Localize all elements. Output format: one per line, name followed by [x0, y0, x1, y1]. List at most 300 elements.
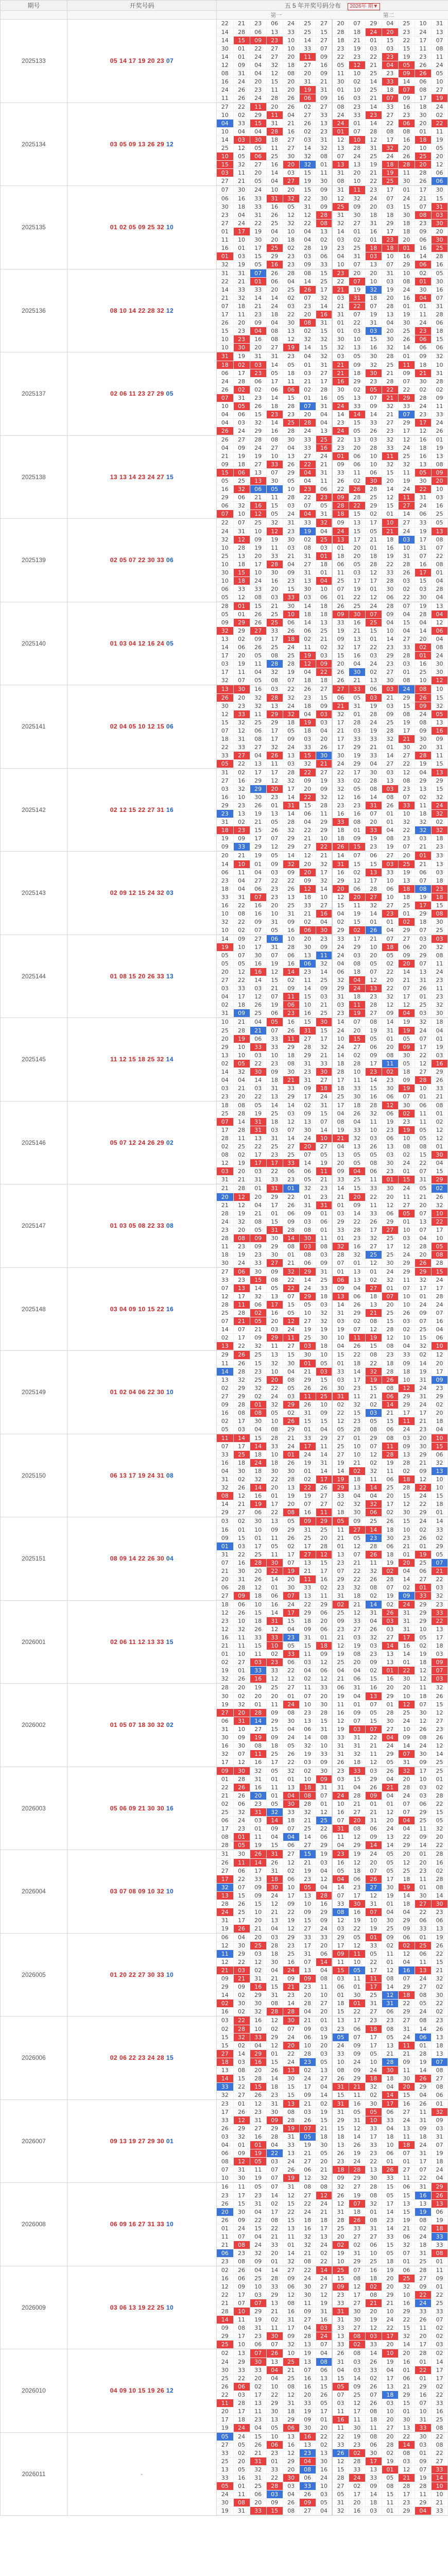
- grid-number: 30: [316, 194, 332, 202]
- grid-number: 03: [382, 785, 398, 793]
- grid-number: 09: [233, 1591, 250, 1600]
- grid-number: 18: [349, 968, 365, 976]
- grid-number: 13: [349, 161, 365, 169]
- grid-number: 26: [316, 1484, 332, 1492]
- grid-number: 16: [398, 1967, 415, 1975]
- grid-number: 27: [299, 2507, 316, 2515]
- grid-number: 12: [431, 1134, 447, 1143]
- grid-number: 22: [431, 1617, 447, 1625]
- grid-number: 22: [349, 502, 365, 510]
- grid-number: 28: [217, 1841, 233, 1850]
- grid-number: 08: [266, 436, 283, 444]
- grid-number: 20: [266, 235, 283, 244]
- draw-numbers: [67, 2099, 217, 2183]
- grid-number: 23: [299, 968, 316, 976]
- red-ball-number: 14: [129, 307, 139, 314]
- grid-number: 14: [266, 1101, 283, 1110]
- grid-number: 08: [431, 1101, 447, 1110]
- distribution-grid-cell: [217, 2183, 448, 2266]
- grid-number: 14: [217, 1991, 233, 1999]
- grid-number: 31: [299, 1059, 316, 1067]
- grid-number: 08: [266, 327, 283, 335]
- grid-number: 20: [415, 743, 431, 751]
- grid-number: 01: [250, 1184, 266, 1193]
- grid-number: 20: [299, 1143, 316, 1151]
- grid-number: 29: [349, 2174, 365, 2182]
- grid-number: 13: [299, 1558, 316, 1567]
- grid-number: 20: [283, 86, 299, 94]
- grid-number: 09: [250, 1883, 266, 1891]
- grid-number: 09: [283, 1217, 299, 1226]
- grid-number: 08: [233, 1234, 250, 1242]
- grid-number: 05: [266, 818, 283, 826]
- grid-number: 12: [233, 535, 250, 544]
- grid-number: 30: [431, 918, 447, 926]
- grid-number: 17: [217, 652, 233, 660]
- red-ball-number: 30: [147, 1721, 157, 1729]
- grid-number: 13: [382, 1143, 398, 1151]
- grid-number: 11: [217, 1434, 233, 1443]
- grid-number: 23: [266, 2091, 283, 2099]
- grid-number: 02: [266, 2316, 283, 2324]
- grid-number: 21: [349, 2082, 365, 2091]
- grid-number: 18: [332, 1059, 349, 1067]
- grid-number: 31: [250, 2324, 266, 2332]
- grid-number: 12: [382, 1001, 398, 1009]
- grid-number: 22: [283, 876, 299, 885]
- grid-number: 03: [332, 352, 349, 361]
- grid-number: 14: [349, 2374, 365, 2382]
- grid-number: 30: [233, 1850, 250, 1858]
- grid-number: 33: [398, 1351, 415, 1359]
- grid-number: 33: [365, 2474, 382, 2482]
- grid-number: 12: [349, 1542, 365, 1550]
- grid-number: 10: [332, 1800, 349, 1808]
- issue-number: 2025150: [1, 1434, 67, 1517]
- red-ball-number: 13: [119, 2137, 129, 2145]
- grid-number: 06: [233, 494, 250, 502]
- grid-number: 04: [398, 1009, 415, 1018]
- grid-number: 16: [398, 252, 415, 260]
- grid-number: 17: [398, 1634, 415, 1642]
- grid-number: 19: [250, 2149, 266, 2158]
- grid-number: 16: [217, 2275, 233, 2283]
- draw-row: [1, 685, 448, 769]
- grid-number: 13: [415, 1967, 431, 1975]
- grid-number: 15: [349, 843, 365, 851]
- grid-number: 25: [415, 2257, 431, 2265]
- grid-number: 07: [250, 893, 266, 901]
- grid-number: 30: [316, 751, 332, 759]
- grid-number: 08: [233, 2499, 250, 2507]
- blue-ball-number: 10: [166, 1971, 174, 1978]
- grid-number: 10: [382, 2141, 398, 2149]
- grid-number: 03: [332, 235, 349, 244]
- grid-number: 17: [283, 785, 299, 793]
- grid-number: 26: [349, 485, 365, 494]
- draw-row: [1, 2349, 448, 2433]
- grid-number: 23: [316, 128, 332, 136]
- grid-number: 33: [431, 2241, 447, 2249]
- grid-number: 04: [332, 1143, 349, 1151]
- grid-number: 25: [365, 1250, 382, 1259]
- grid-number: 31: [250, 2458, 266, 2466]
- grid-number: 31: [365, 1999, 382, 2008]
- grid-number: 28: [349, 144, 365, 152]
- grid-number: 10: [398, 810, 415, 818]
- grid-number: 04: [316, 1425, 332, 1433]
- grid-number: 06: [382, 1542, 398, 1550]
- red-ball-number: 08: [119, 972, 129, 980]
- grid-number: 03: [266, 1126, 283, 1134]
- grid-number: 32: [283, 1767, 299, 1775]
- grid-number: 28: [415, 2349, 431, 2358]
- grid-number: 24: [250, 186, 266, 194]
- grid-number: 15: [365, 627, 382, 635]
- grid-number: 23: [233, 802, 250, 810]
- grid-number: 11: [250, 1833, 266, 1841]
- grid-number: 02: [365, 1276, 382, 1284]
- grid-number: 26: [415, 1725, 431, 1733]
- grid-number: 15: [266, 1725, 283, 1733]
- blue-ball-number: 06: [166, 556, 174, 564]
- grid-number: 33: [431, 2507, 447, 2515]
- grid-number: 06: [365, 2241, 382, 2249]
- grid-number: 02: [365, 1400, 382, 1409]
- grid-number: 11: [398, 169, 415, 177]
- grid-number: 12: [233, 2158, 250, 2166]
- grid-number: 20: [316, 2424, 332, 2432]
- grid-number: 16: [283, 1018, 299, 1026]
- grid-number: 25: [382, 1309, 398, 1317]
- red-ball-number: 04: [119, 1305, 129, 1313]
- grid-number: 09: [266, 2116, 283, 2125]
- grid-number: 13: [266, 1517, 283, 1526]
- draw-numbers: [67, 1267, 217, 1351]
- grid-number: 32: [283, 710, 299, 718]
- grid-number: 11: [398, 2133, 415, 2141]
- grid-number: 01: [299, 394, 316, 402]
- grid-number: 29: [415, 1601, 431, 1609]
- grid-number: 20: [316, 2008, 332, 2016]
- grid-number: 22: [299, 2266, 316, 2275]
- grid-number: 06: [415, 2033, 431, 2041]
- grid-number: 24: [283, 20, 299, 28]
- grid-number: 25: [217, 1808, 233, 1817]
- grid-number: 03: [316, 544, 332, 552]
- grid-number: 08: [283, 1708, 299, 1717]
- grid-number: 14: [217, 2074, 233, 2082]
- grid-number: 20: [382, 327, 398, 335]
- grid-number: 06: [415, 510, 431, 518]
- grid-number: 07: [349, 2266, 365, 2275]
- grid-number: 09: [266, 2499, 283, 2507]
- grid-number: 15: [266, 77, 283, 86]
- grid-number: 18: [365, 552, 382, 560]
- grid-number: 02: [431, 2332, 447, 2341]
- grid-number: 33: [217, 2116, 233, 2125]
- grid-number: 20: [382, 28, 398, 36]
- grid-number: 15: [283, 2216, 299, 2224]
- grid-number: 24: [431, 1276, 447, 1284]
- grid-number: 12: [365, 1758, 382, 1766]
- grid-number: 06: [365, 685, 382, 693]
- grid-number: 03: [283, 502, 299, 510]
- grid-number: 22: [349, 302, 365, 311]
- grid-number: 07: [299, 1500, 316, 1509]
- grid-number: 17: [349, 2016, 365, 2025]
- grid-number: 32: [250, 1293, 266, 1301]
- grid-number: 07: [398, 410, 415, 418]
- red-ball-number: 19: [129, 2137, 139, 2145]
- grid-number: 07: [398, 1092, 415, 1100]
- grid-number: 09: [316, 186, 332, 194]
- grid-number: 01: [316, 2415, 332, 2424]
- distribution-grid-cell: [217, 1600, 448, 1684]
- grid-number: 19: [415, 602, 431, 611]
- grid-number: 32: [332, 1242, 349, 1250]
- grid-number: 26: [283, 1534, 299, 1542]
- grid-number: 22: [382, 985, 398, 993]
- grid-number: 15: [299, 1642, 316, 1650]
- grid-number: 12: [299, 852, 316, 860]
- grid-number: 30: [299, 2283, 316, 2291]
- grid-number: 05: [365, 385, 382, 394]
- grid-number: 01: [349, 710, 365, 718]
- blue-ball-number: 10: [166, 2303, 174, 2311]
- grid-number: 21: [415, 369, 431, 377]
- grid-number: 11: [415, 311, 431, 319]
- grid-number: 10: [398, 269, 415, 278]
- grid-number: 10: [233, 2308, 250, 2316]
- grid-number: 11: [431, 985, 447, 993]
- grid-number: 24: [431, 968, 447, 976]
- grid-number: 18: [415, 810, 431, 818]
- grid-number: 09: [415, 2458, 431, 2466]
- grid-number: 11: [415, 1875, 431, 1883]
- grid-number: 06: [316, 593, 332, 601]
- grid-number: 21: [365, 2299, 382, 2308]
- grid-number: 27: [365, 1284, 382, 1293]
- red-ball-number: 15: [129, 806, 139, 814]
- grid-number: 23: [250, 1800, 266, 1808]
- draw-numbers: [67, 1351, 217, 1434]
- red-ball-number: 07: [119, 1888, 129, 1895]
- grid-number: 15: [316, 2382, 332, 2391]
- grid-number: 01: [250, 1825, 266, 1833]
- grid-number: 30: [398, 2415, 415, 2424]
- grid-number: 20: [283, 161, 299, 169]
- red-ball-number: 07: [129, 556, 139, 564]
- grid-number: 06: [283, 1658, 299, 1667]
- grid-number: 31: [332, 2108, 349, 2116]
- grid-number: 33: [250, 2033, 266, 2041]
- grid-number: 30: [299, 1351, 316, 1359]
- draw-row: [1, 186, 448, 269]
- grid-number: 22: [233, 2016, 250, 2025]
- grid-number: 03: [217, 1167, 233, 1176]
- grid-number: 19: [382, 286, 398, 294]
- grid-number: 09: [349, 361, 365, 369]
- red-ball-number: 05: [129, 224, 139, 231]
- grid-number: 23: [349, 53, 365, 61]
- grid-number: 12: [415, 1717, 431, 1725]
- grid-number: 03: [365, 652, 382, 660]
- grid-number: 22: [266, 2149, 283, 2158]
- red-ball-number: 05: [110, 57, 119, 65]
- grid-number: 01: [332, 319, 349, 327]
- grid-number: 25: [316, 976, 332, 985]
- grid-number: 15: [233, 1534, 250, 1542]
- grid-number: 27: [233, 2091, 250, 2099]
- grid-number: 28: [217, 1900, 233, 1908]
- grid-number: 04: [431, 1425, 447, 1433]
- grid-number: 18: [415, 1658, 431, 1667]
- grid-number: 16: [365, 227, 382, 235]
- grid-number: 29: [283, 1400, 299, 1409]
- grid-number: 32: [398, 2241, 415, 2249]
- grid-number: 23: [283, 1009, 299, 1018]
- grid-number: 27: [365, 1242, 382, 1250]
- grid-number: 08: [283, 1509, 299, 1517]
- grid-number: 11: [415, 1118, 431, 1126]
- grid-number: 09: [266, 1733, 283, 1741]
- grid-number: 24: [316, 2474, 332, 2482]
- grid-number: 01: [398, 2257, 415, 2265]
- grid-number: 24: [217, 1908, 233, 1916]
- grid-number: 13: [365, 985, 382, 993]
- grid-number: 05: [250, 1101, 266, 1110]
- grid-number: 20: [233, 1167, 250, 1176]
- grid-number: 15: [217, 469, 233, 477]
- grid-number: 20: [233, 2458, 250, 2466]
- grid-number: 27: [299, 2316, 316, 2324]
- grid-number: 31: [398, 2025, 415, 2033]
- grid-number: 04: [415, 2507, 431, 2515]
- grid-number: 08: [349, 1825, 365, 1833]
- grid-number: 23: [382, 427, 398, 435]
- grid-number: 11: [382, 1059, 398, 1067]
- grid-number: 13: [217, 685, 233, 693]
- grid-number: 05: [217, 952, 233, 960]
- grid-number: 31: [299, 568, 316, 577]
- grid-number: 16: [250, 1983, 266, 1991]
- grid-number: 16: [266, 427, 283, 435]
- grid-number: 11: [250, 710, 266, 718]
- grid-number: 23: [250, 394, 266, 402]
- grid-number: 13: [266, 1916, 283, 1924]
- grid-number: 04: [398, 627, 415, 635]
- grid-number: 11: [431, 128, 447, 136]
- grid-number: 04: [250, 327, 266, 335]
- grid-number: 31: [250, 211, 266, 219]
- blue-ball-number: 12: [166, 2387, 174, 2395]
- grid-number: 02: [415, 793, 431, 802]
- grid-number: 27: [365, 1009, 382, 1018]
- grid-number: 18: [332, 1084, 349, 1092]
- blue-ball-number: 02: [166, 1721, 174, 1729]
- grid-number: 03: [415, 835, 431, 843]
- grid-number: 18: [316, 560, 332, 568]
- grid-number: 13: [299, 1717, 316, 1725]
- grid-number: 19: [349, 909, 365, 918]
- grid-number: 17: [415, 418, 431, 427]
- issue-number: 2025148: [1, 1267, 67, 1351]
- grid-number: 23: [217, 2100, 233, 2108]
- grid-number: 16: [283, 960, 299, 968]
- grid-number: 17: [217, 1126, 233, 1134]
- grid-number: 03: [217, 785, 233, 793]
- grid-number: 21: [316, 1001, 332, 1009]
- grid-number: 10: [382, 2407, 398, 2415]
- grid-number: 29: [283, 1526, 299, 1534]
- grid-number: 08: [233, 2241, 250, 2249]
- grid-number: 05: [431, 1817, 447, 1825]
- grid-number: 23: [250, 2191, 266, 2199]
- grid-number: 08: [398, 777, 415, 785]
- grid-number: 16: [217, 485, 233, 494]
- grid-number: 31: [332, 860, 349, 868]
- grid-number: 33: [382, 2174, 398, 2182]
- grid-number: 08: [349, 1650, 365, 1658]
- grid-number: 07: [283, 1825, 299, 1833]
- grid-number: 01: [382, 1176, 398, 1184]
- grid-number: 10: [332, 2058, 349, 2066]
- grid-number: 29: [266, 2033, 283, 2041]
- grid-number: 19: [332, 627, 349, 635]
- grid-number: 21: [299, 1817, 316, 1825]
- grid-number: 24: [283, 2033, 299, 2041]
- grid-number: 32: [266, 1400, 283, 1409]
- grid-number: 32: [332, 976, 349, 985]
- grid-number: 26: [316, 743, 332, 751]
- grid-number: 03: [431, 1675, 447, 1683]
- grid-number: 06: [283, 1841, 299, 1850]
- grid-number: 10: [431, 77, 447, 86]
- grid-number: 10: [233, 1617, 250, 1625]
- grid-number: 04: [415, 769, 431, 777]
- period-selector[interactable]: 2026年 期▼: [348, 3, 380, 10]
- grid-number: 31: [431, 369, 447, 377]
- grid-number: 08: [283, 69, 299, 77]
- grid-number: 26: [398, 152, 415, 161]
- grid-number: 33: [299, 901, 316, 909]
- grid-number: 11: [266, 494, 283, 502]
- grid-number: 17: [349, 935, 365, 943]
- grid-number: 22: [217, 278, 233, 286]
- grid-number: 03: [233, 252, 250, 260]
- grid-number: 14: [266, 2266, 283, 2275]
- grid-number: 20: [266, 785, 283, 793]
- grid-number: 18: [316, 602, 332, 611]
- grid-number: 06: [316, 1667, 332, 1675]
- grid-number: 15: [283, 1351, 299, 1359]
- grid-number: 07: [233, 519, 250, 527]
- grid-number: 04: [332, 1875, 349, 1883]
- grid-number: 30: [250, 1067, 266, 1076]
- grid-number: 15: [266, 2507, 283, 2515]
- grid-number: 07: [250, 2299, 266, 2308]
- grid-number: 08: [266, 2216, 283, 2224]
- grid-number: 33: [266, 1634, 283, 1642]
- grid-number: 01: [233, 1526, 250, 1534]
- grid-number: 22: [283, 1908, 299, 1916]
- grid-number: 06: [431, 2091, 447, 2099]
- grid-number: 31: [233, 893, 250, 901]
- red-ball-number: 30: [147, 1971, 157, 1978]
- grid-number: 07: [266, 2341, 283, 2349]
- grid-number: 02: [217, 1417, 233, 1425]
